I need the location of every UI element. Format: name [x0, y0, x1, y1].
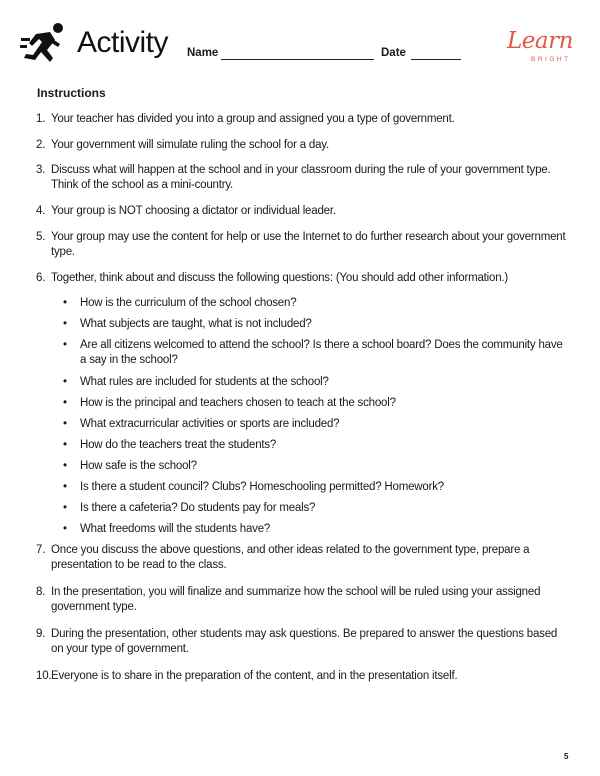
question-text: How is the curriculum of the school chosen? — [80, 297, 297, 309]
running-person-icon — [20, 22, 70, 66]
step-text: Your group is NOT choosing a dictator or individual leader. — [51, 205, 336, 217]
logo-subtext: BRIGHT — [531, 56, 571, 63]
step-text: Once you discuss the above questions, and other ideas related to the government type, prepare a presentation to be read to the class. — [51, 544, 530, 571]
bullet-icon: • — [63, 297, 67, 309]
question-text: Is there a cafeteria? Do students pay for meals? — [80, 502, 316, 514]
logo-wordmark: Learn — [507, 28, 573, 54]
page-title: Activity — [77, 26, 169, 59]
bullet-icon: • — [63, 502, 67, 514]
bullet-icon: • — [63, 339, 67, 351]
question-text: What extracurricular activities or sports are included? — [80, 418, 340, 430]
step-number: 6. — [36, 272, 46, 284]
question-text: Are all citizens welcomed to attend the school? Is there a school board? Does the community have a say in the school? — [80, 339, 563, 366]
step-number: 10. — [36, 670, 52, 682]
step-text: Together, think about and discuss the following questions: (You should add other information.) — [51, 272, 509, 284]
bullet-icon: • — [63, 439, 67, 451]
step-text: Everyone is to share in the preparation of the content, and in the presentation itself. — [51, 670, 458, 682]
step-number: 3. — [36, 164, 46, 176]
question-text: Is there a student council? Clubs? Homeschooling permitted? Homework? — [80, 481, 444, 493]
step-number: 7. — [36, 544, 46, 556]
question-text: What rules are included for students at the school? — [80, 376, 329, 388]
page-number: 5 — [564, 752, 569, 761]
step-number: 4. — [36, 205, 46, 217]
name-field-line[interactable] — [221, 59, 374, 60]
step-number: 9. — [36, 628, 46, 640]
step-text: Discuss what will happen at the school and in your classroom during the rule of your government type. Think of the school as a mini-country. — [51, 164, 551, 191]
date-field-line[interactable] — [411, 59, 461, 60]
worksheet-header — [0, 0, 600, 80]
bullet-icon: • — [63, 418, 67, 430]
question-text: What freedoms will the students have? — [80, 523, 271, 535]
step-number: 5. — [36, 231, 46, 243]
question-text: How do the teachers treat the students? — [80, 439, 277, 451]
question-text: How safe is the school? — [80, 460, 197, 472]
step-number: 8. — [36, 586, 46, 598]
learn-bright-logo — [507, 26, 583, 68]
bullet-icon: • — [63, 376, 67, 388]
name-label: Name — [187, 47, 219, 59]
bullet-icon: • — [63, 481, 67, 493]
question-text: What subjects are taught, what is not included? — [80, 318, 312, 330]
step-number: 2. — [36, 139, 46, 151]
step-text: Your teacher has divided you into a group and assigned you a type of government. — [51, 113, 455, 125]
bullet-icon: • — [63, 397, 67, 409]
bullet-icon: • — [63, 318, 67, 330]
bullet-icon: • — [63, 523, 67, 535]
step-number: 1. — [36, 113, 46, 125]
step-text: During the presentation, other students may ask questions. Be prepared to answer the questions based on your type of government. — [51, 628, 558, 655]
step-text: Your group may use the content for help or use the Internet to do further research about your government type. — [51, 231, 566, 258]
step-text: In the presentation, you will finalize and summarize how the school will be ruled using your assigned government type. — [51, 586, 541, 613]
instructions-heading: Instructions — [37, 86, 106, 100]
step-text: Your government will simulate ruling the school for a day. — [51, 139, 329, 151]
question-text: How is the principal and teachers chosen to teach at the school? — [80, 397, 396, 409]
date-label: Date — [381, 47, 406, 59]
bullet-icon: • — [63, 460, 67, 472]
